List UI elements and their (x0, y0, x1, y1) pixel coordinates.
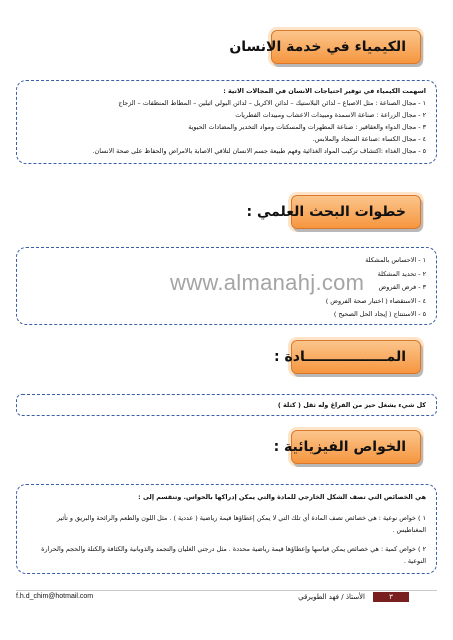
heading-text: المـــــــــــــــــادة : (274, 349, 406, 365)
definition-text: كل شيء يشغل حيز من الفراغ وله ثقل ( كتلة ) (277, 401, 426, 409)
list-item: ٢ ) خواص كمية : هي خصائص يمكن قياسها وإعطاؤها قيمة رياضية محددة . مثل درجتي الغليان والتجمد والذوبانية والكثافة والكتلة والحجم والحرارة النوعية . (41, 544, 426, 565)
list-item: ٥ - مجال الغذاء :اكتشاف تركيب المواد الغذائية وفهم طبيعة جسم الانسان لتلافي الاصابة بالامراض والحفاظ على صحة الانسان. (92, 147, 426, 155)
list-item: ١ - مجال الصناعة : مثل الاصباغ – لدائن البلاستيك – لدائن الاكريل – لدائن البولي اثيلين – المطاط المنظفات – الزجاج (118, 99, 426, 107)
footer-author: الأستاذ / فهد الطويرقي (298, 593, 365, 601)
list-item: ٣ - مجال الدواء والعقاقير : صناعة المطهرات والمسكنات ومواد التخدير والمضادات الحيوية (188, 123, 426, 131)
panel-intro: اسهمت الكيمياء في توفير احتياجات الانسان في المجالات الاتية : (223, 87, 426, 95)
watermark: www.almanahj.com (170, 270, 365, 295)
physical-properties-panel (16, 484, 437, 574)
section-heading-scientific-method (246, 195, 421, 229)
chemistry-uses-panel (16, 80, 437, 164)
list-item: ٢ - تحديد المشكلة (377, 269, 426, 278)
matter-definition-panel (16, 394, 437, 416)
list-item: ٣ - فرض الفروض (378, 283, 426, 291)
list-item: ١ - الاحساس بالمشكلة (365, 256, 426, 264)
page-footer (16, 590, 437, 605)
heading-text: خطوات البحث العلمي : (246, 204, 406, 220)
list-item: ٥ - الاستنتاج ( إيجاد الحل الصحيح ) (333, 310, 426, 318)
panel-intro: هي الخصائص التي تصف الشكل الخارجي للمادة والتي يمكن إدراكها بالحواس. وتنقسم إلى : (138, 493, 426, 501)
list-item: ٤ - الاستقصاء ( اختبار صحة الفروض ) (325, 296, 426, 305)
heading-text: الخواص الفيزيائية : (273, 439, 406, 455)
heading-text: الكيمياء في خدمة الانسان (229, 39, 406, 55)
section-heading-matter (274, 340, 421, 374)
list-item: ٢ - مجال الزراعة : صناعة الاسمدة ومبيدات الاعشاب ومبيدات الفطريات (235, 111, 426, 119)
list-item: ٤ - مجال الكساء :صناعة السجاد والملابس. (312, 135, 426, 143)
page-number: ٣ (373, 592, 409, 602)
section-heading-physical-properties (273, 430, 421, 464)
list-item: ١ ) خواص نوعية : هي خصائص تصف المادة أي تلك التي لا يمكن إعطاؤها قيمة رياضية ( عددية ) . مثل اللون والطعم والرائحة والبريق و تأثير المغناطيس . (56, 513, 426, 534)
section-heading-chemistry (229, 30, 421, 64)
footer-email: f.h.d_chim@hotmail.com (16, 593, 94, 600)
